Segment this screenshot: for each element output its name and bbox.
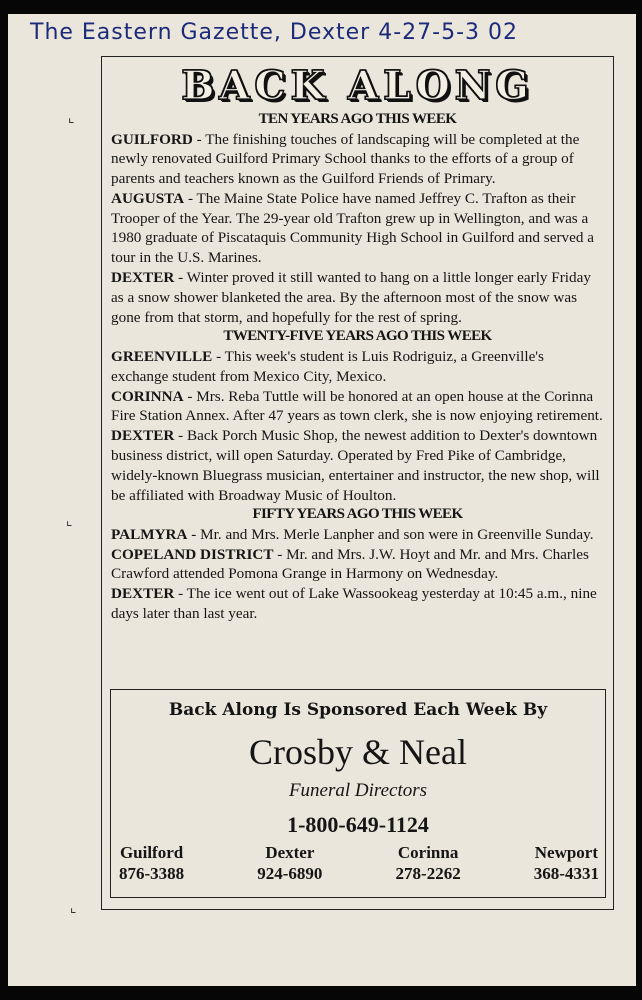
item-text: - Mrs. Reba Tuttle will be honored at an open house at the Corinna Fire Station Annex. After 47 years as town clerk, she is now enjoying retirement. — [111, 387, 603, 425]
branch-town: Dexter — [265, 843, 315, 862]
item-text: - This week's student is Luis Rodriguiz, a Greenville's exchange student from Mexico City, Mexico. — [111, 347, 544, 385]
news-item — [111, 545, 604, 585]
item-text: - The Maine State Police have named Jeffrey C. Trafton as their Trooper of the Year. The 29-year old Trafton grew up in Wellington, and was a 1980 graduate of Piscataquis Community High School in Guilford and served a tour in the U.S. Marines. — [111, 189, 594, 267]
item-text: - Winter proved it still wanted to hang on a little longer early Friday as a snow shower blanketed the area. By the afternoon most of the snow was gone from that storm, and hopefully for the rest of spring. — [111, 269, 591, 326]
item-text: - The finishing touches of landscaping will be completed at the newly renovated Guilford Primary School thanks to the efforts of a group of parents and teachers known as the Guilford Friends of Primary. — [111, 130, 580, 188]
section-heading: FIFTY YEARS AGO THIS WEEK — [252, 506, 463, 523]
article-body — [102, 110, 613, 624]
branch-guilford — [119, 842, 184, 884]
place-name: PALMYRA — [111, 525, 188, 543]
masthead-title: BACK ALONG — [181, 63, 534, 109]
news-item — [111, 387, 604, 427]
sponsor-role: Funeral Directors — [288, 780, 428, 801]
pencil-mark: ⌞ — [68, 110, 75, 126]
branch-corinna — [396, 842, 461, 884]
sponsor-ad — [110, 689, 606, 898]
news-item — [111, 426, 604, 505]
branch-list — [111, 842, 605, 884]
item-text: - Mr. and Mrs. Merle Lanpher and son were in Greenville Sunday. — [187, 525, 594, 543]
news-item — [111, 347, 604, 387]
branch-phone: 924-6890 — [257, 864, 323, 883]
place-name: GUILFORD — [111, 130, 193, 148]
news-item — [111, 189, 604, 268]
section-heading: TWENTY-FIVE YEARS AGO THIS WEEK — [223, 328, 492, 345]
news-item — [111, 584, 604, 624]
sponsor-phone: 1-800-649-1124 — [287, 812, 429, 837]
branch-newport — [534, 842, 599, 884]
place-name: DEXTER — [111, 269, 175, 287]
place-name: DEXTER — [111, 427, 175, 445]
branch-town: Newport — [534, 843, 599, 862]
place-name: AUGUSTA — [111, 189, 185, 207]
branch-dexter — [257, 842, 322, 884]
place-name: CORINNA — [111, 387, 184, 405]
news-item — [111, 130, 604, 189]
news-item — [111, 268, 604, 327]
newspaper-clipping-background — [8, 14, 636, 986]
pencil-mark: ⌞ — [66, 513, 73, 529]
handwritten-annotation: The Eastern Gazette, Dexter 4-27-5-3 02 — [30, 20, 518, 45]
item-text: - The ice went out of Lake Wassookeag yesterday at 10:45 a.m., nine days later than last year. — [111, 585, 597, 623]
place-name: COPELAND DISTRICT — [111, 545, 274, 563]
branch-town: Corinna — [397, 843, 459, 862]
place-name: GREENVILLE — [111, 347, 213, 365]
sponsor-line: Back Along Is Sponsored Each Week By — [168, 700, 548, 720]
item-text: - Back Porch Music Shop, the newest addition to Dexter's downtown business district, will open Saturday. Operated by Fred Pike of Cambridge, widely-known Bluegrass musician, entertainer and instructor, the new shop, will be affiliated with Broadway Music of Houlton. — [111, 427, 600, 504]
branch-town: Guilford — [119, 843, 184, 862]
sponsor-name: Crosby & Neal — [249, 732, 467, 772]
pencil-mark: ⌞ — [70, 900, 77, 916]
article-box — [101, 56, 614, 910]
place-name: DEXTER — [111, 585, 175, 603]
branch-phone: 368-4331 — [533, 864, 599, 883]
branch-phone: 278-2262 — [395, 864, 461, 883]
item-text: - Mr. and Mrs. J.W. Hoyt and Mr. and Mrs. Charles Crawford attended Pomona Grange in Harmony on Wednesday. — [111, 545, 589, 583]
section-heading: TEN YEARS AGO THIS WEEK — [258, 111, 457, 127]
branch-phone: 876-3388 — [119, 864, 185, 883]
news-item — [111, 525, 604, 545]
